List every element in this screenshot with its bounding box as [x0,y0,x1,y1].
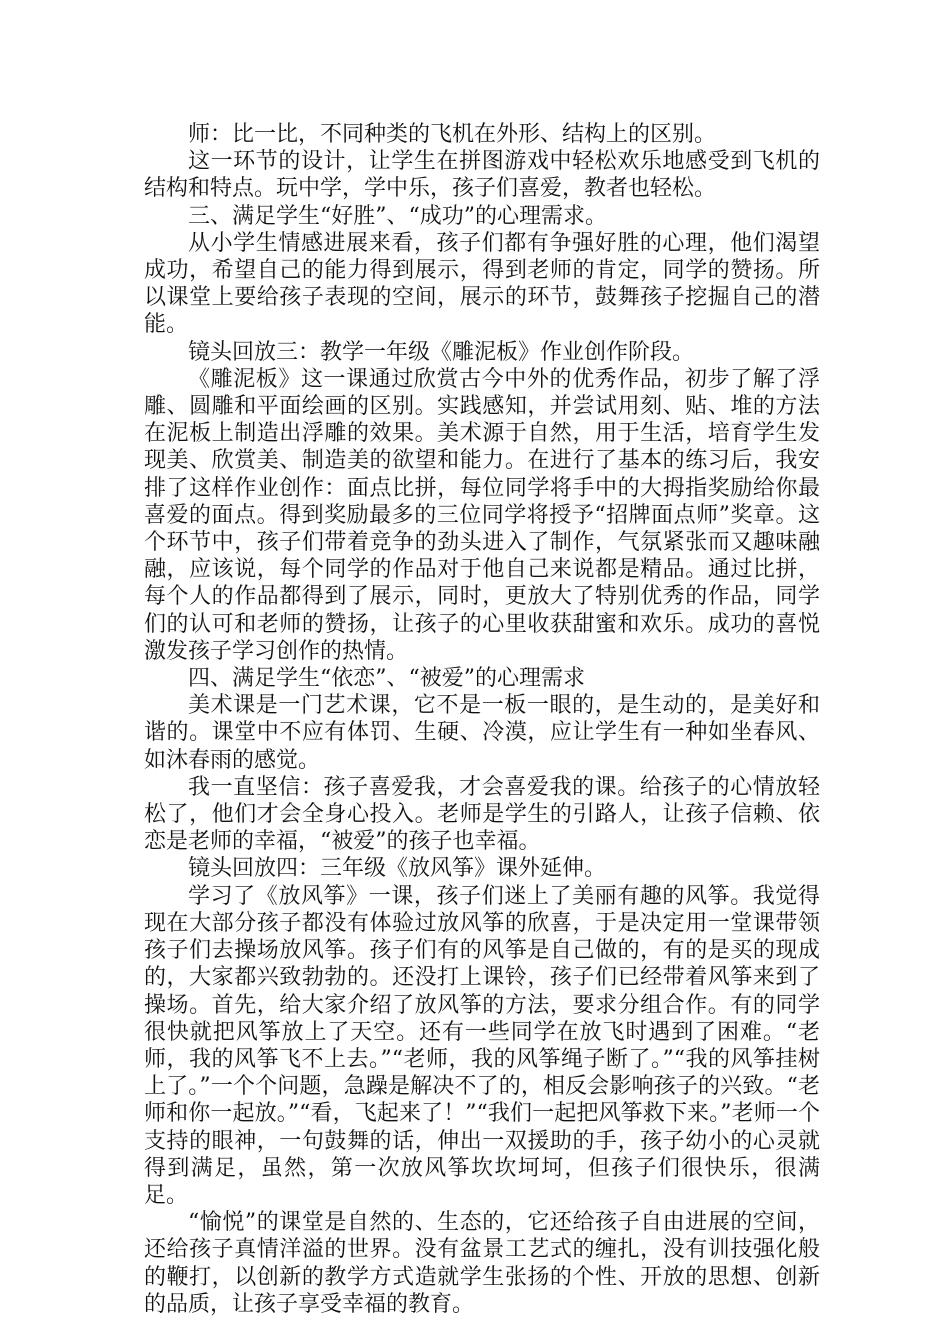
document-page [144,121,820,1318]
paragraph-12: “愉悦”的课堂是自然的、生态的，它还给孩子自由进展的空间，还给孩子真情洋溢的世界。没有盆景工艺式的缠扎，没有训技强化般的鞭打，以创新的教学方式造就学生张扬的个性、开放的思想、创新的品质，让孩子享受幸福的教育。 [144,1210,820,1317]
section-heading-4: 四、满足学生“依恋”、“被爱”的心理需求 [188,666,585,692]
paragraph-6: 《雕泥板》这一课通过欣赏古今中外的优秀作品，初步了解了浮雕、圆雕和平面绘画的区别。实践感知，并尝试用刻、贴、堆的方法在泥板上制造出浮雕的效果。美术源于自然，用于生活，培育学生发现美、欣赏美、制造美的欲望和能力。在进行了基本的练习后，我安排了这样作业创作：面点比拼，每位同学将手中的大拇指奖励给你最喜爱的面点。得到奖励最多的三位同学将授予“招牌面点师”奖章。这个环节中，孩子们带着竞争的劲头进入了制作，气氛紧张而又趣味融融，应该说，每个同学的作品对于他自己来说都是精品。通过比拼，每个人的作品都得到了展示，同时，更放大了特别优秀的作品，同学们的认可和老师的赞扬，让孩子的心里收获甜蜜和欢乐。成功的喜悦激发孩子学习创作的热情。 [144,366,820,664]
replay-heading-4: 镜头回放四：三年级《放风筝》课外延伸。 [188,856,607,882]
paragraph-8: 美术课是一门艺术课，它不是一板一眼的，是生动的，是美好和谐的。课堂中不应有体罚、生硬、冷漠，应让学生有一种如坐春风、如沐春雨的感觉。 [144,693,820,773]
paragraph-9: 我一直坚信：孩子喜爱我，才会喜爱我的课。给孩子的心情放轻松了，他们才会全身心投入。老师是学生的引路人，让孩子信赖、依恋是老师的幸福，“被爱”的孩子也幸福。 [144,774,820,855]
paragraph-11: 学习了《放风筝》一课，孩子们迷上了美丽有趣的风筝。我觉得现在大部分孩子都没有体验过放风筝的欣喜，于是决定用一堂课带领孩子们去操场放风筝。孩子们有的风筝是自己做的，有的是买的现成的，大家都兴致勃勃的。还没打上课铃，孩子们已经带着风筝来到了操场。首先，给大家介绍了放风筝的方法，要求分组合作。有的同学很快就把风筝放上了天空。还有一些同学在放飞时遇到了困难。“老师，我的风筝飞不上去。”“老师，我的风筝绳子断了。”“我的风筝挂树上了。”一个个问题，急躁是解决不了的，相反会影响孩子的兴致。“老师和你一起放。”“看，飞起来了！”“我们一起把风筝救下来。”老师一个支持的眼神，一句鼓舞的话，伸出一双援助的手，孩子幼小的心灵就得到满足，虽然，第一次放风筝坎坎坷坷，但孩子们很快乐，很满足。 [144,883,820,1208]
paragraph-2: 这一环节的设计，让学生在拼图游戏中轻松欢乐地感受到飞机的结构和特点。玩中学，学中乐，孩子们喜爱，教者也轻松。 [144,149,820,202]
paragraph-1: 师：比一比，不同种类的飞机在外形、结构上的区别。 [188,122,717,147]
replay-heading-3: 镜头回放三：教学一年级《雕泥板》作业创作阶段。 [188,339,695,365]
paragraph-4: 从小学生情感进展来看，孩子们都有争强好胜的心理，他们渴望成功，希望自己的能力得到展示，得到老师的肯定，同学的赞扬。所以课堂上要给孩子表现的空间，展示的环节，鼓舞孩子挖掘自己的潜能。 [144,230,820,338]
section-heading-3: 三、满足学生“好胜”、“成功”的心理需求。 [188,203,607,229]
